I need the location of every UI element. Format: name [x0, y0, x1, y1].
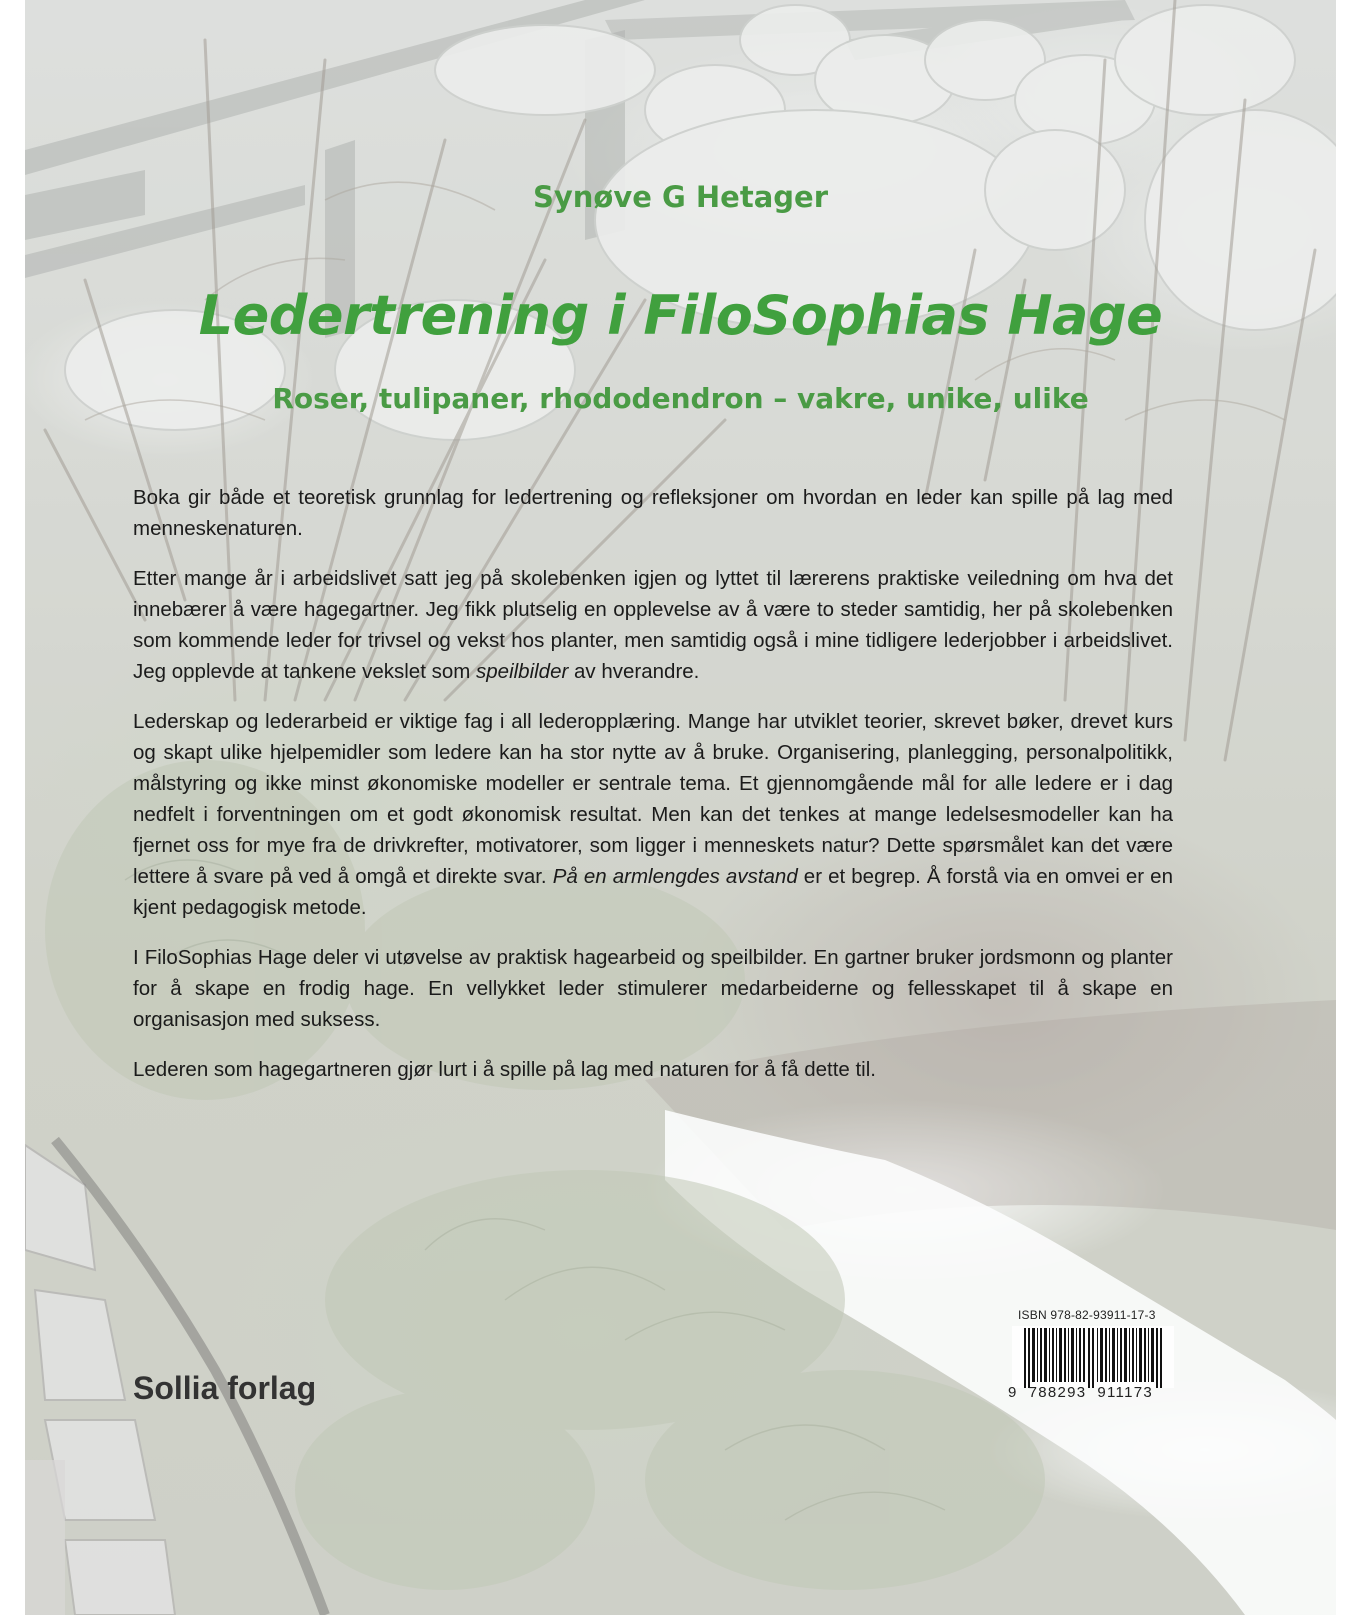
- blurb-paragraph-3: [133, 706, 1173, 923]
- book-back-cover: [25, 0, 1336, 1615]
- blurb-paragraph-3-emphasis: På en armlengdes avstand: [552, 865, 798, 888]
- blurb-paragraph-2-text: Etter mange år i arbeidslivet satt jeg på skolebenken igjen og lyttet til lærerens praktiske veiledning om hva det innebærer å være hagegartner. Jeg fikk plutselig en opplevelse av å være to steder samtidig, her på skolebenken som kommende leder for trivsel og vekst hos planter, men samtidig også i mine tidligere lederjobber i arbeidslivet. Jeg opplevde at tankene vekslet som: [133, 567, 1173, 683]
- isbn-label: ISBN 978-82-93911-17-3: [1018, 1308, 1156, 1322]
- book-subtitle: Roser, tulipaner, rhododendron – vakre, unike, ulike: [272, 382, 1089, 415]
- blurb-paragraph-2-emphasis: speilbilder: [476, 660, 569, 683]
- blurb: [133, 482, 1173, 1104]
- book-title: Ledertrening i FiloSophias Hage: [198, 284, 1163, 347]
- ean-digits: 9 788293 911173: [1008, 1384, 1153, 1401]
- blurb-paragraph-3-text: Lederskap og lederarbeid er viktige fag i all lederopplæring. Mange har utviklet teorier, skrevet bøker, drevet kurs og skapt ulike hjelpemidler som ledere kan ha stor nytte av å bruke. Organisering, planlegging, personalpolitikk, målstyring og ikke minst økonomiske modeller er sentrale tema. Et gjennomgående mål for alle ledere er i dag nedfelt i forventningen om et godt økonomisk resultat. Men kan det tenkes at mange ledelsesmodeller kan ha fjernet oss for mye fra de drivkrefter, motivatorer, som ligger i menneskets natur? Dette spørsmålet kan det være lettere å svare på ved å omgå et direkte svar.: [133, 710, 1173, 888]
- blurb-paragraph-1: Boka gir både et teoretisk grunnlag for ledertrening og refleksjoner om hvordan en leder kan spille på lag med menneskenaturen.: [133, 486, 1173, 540]
- isbn-barcode-block: [1008, 1308, 1178, 1412]
- blurb-paragraph-2-end: av hverandre.: [568, 660, 700, 683]
- blurb-paragraph-2: [133, 563, 1173, 687]
- barcode-icon: [1012, 1326, 1174, 1388]
- blurb-paragraph-3-end: er et begrep. Å forstå via en omvei er en kjent pedagogisk metode.: [133, 865, 1173, 919]
- author-name: Synøve G Hetager: [532, 180, 829, 214]
- publisher-name: Sollia forlag: [133, 1370, 317, 1406]
- blurb-paragraph-4: I FiloSophias Hage deler vi utøvelse av praktisk hagearbeid og speilbilder. En gartner bruker jordsmonn og planter for å skape en frodig hage. En vellykket leder stimulerer medarbeiderne og fellesskapet til å skape en organisasjon med suksess.: [133, 946, 1173, 1031]
- blurb-paragraph-5: Lederen som hagegartneren gjør lurt i å spille på lag med naturen for å få dette til.: [133, 1058, 876, 1081]
